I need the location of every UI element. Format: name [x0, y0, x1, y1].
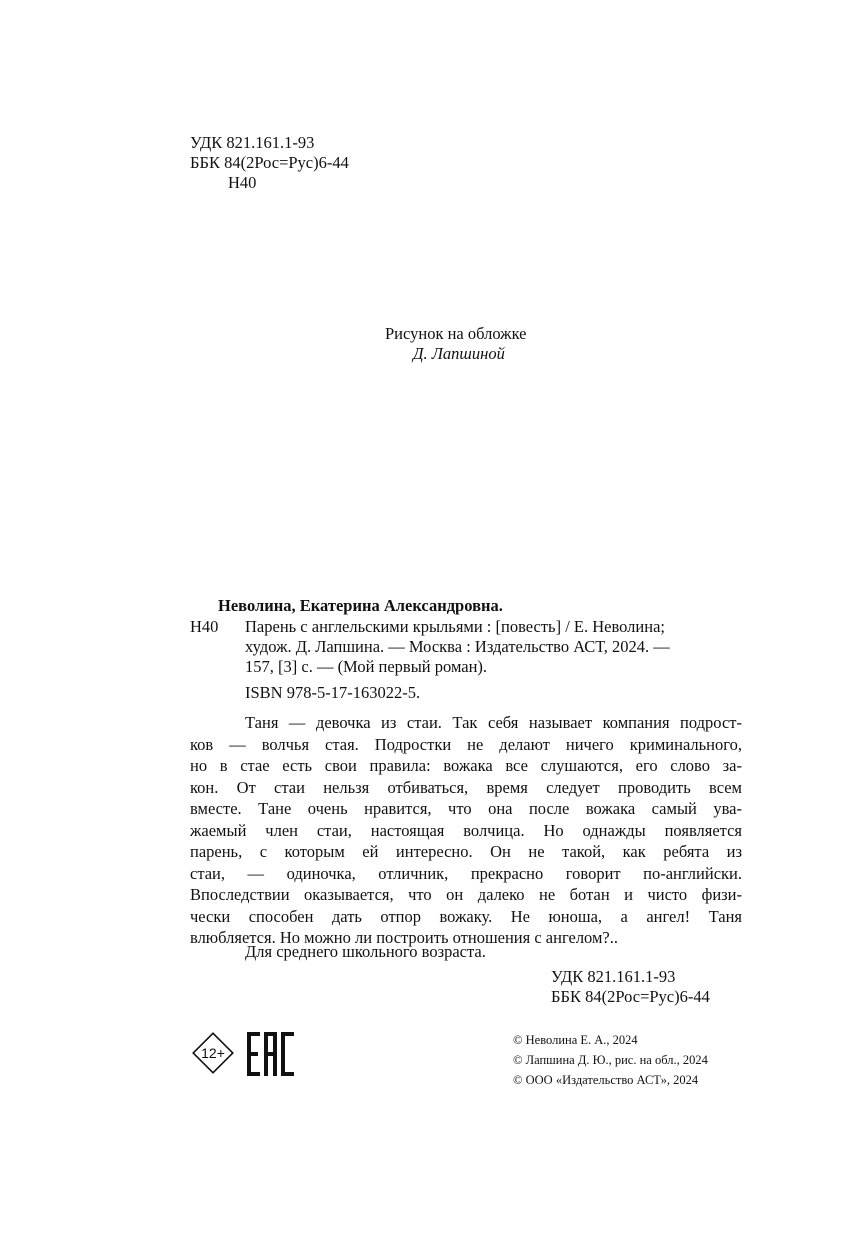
annotation-line: чески способен дать отпор вожаку. Не юноша, а ангел! Таня: [190, 906, 742, 926]
bibliographic-description: [245, 617, 670, 677]
bib-line: 157, [3] с. — (Мой первый роман).: [245, 657, 488, 676]
annotation-line: ков — волчья стая. Подростки не делают ничего криминального,: [190, 734, 742, 754]
annotation-line: но в стае есть свои правила: вожака все слушаются, его слово за-: [190, 756, 742, 775]
eac-certification-icon: [246, 1030, 296, 1078]
cover-artist: Д. Лапшиной: [413, 344, 505, 363]
udk-code: УДК 821.161.1-93: [551, 967, 676, 986]
annotation-line: Впоследствии оказывается, что он далеко не ботан и чисто физи-: [190, 885, 742, 904]
copyright-line: © Лапшина Д. Ю., рис. на обл., 2024: [513, 1053, 708, 1067]
annotation-line: влюбляется. Но можно ли построить отношения с ангелом?..: [190, 928, 619, 947]
bib-line: Парень с англельскими крыльями : [повесть] / Е. Неволина;: [245, 617, 665, 636]
author-sign: Н40: [228, 173, 257, 192]
age-note: Для среднего школьного возраста.: [245, 942, 486, 961]
annotation-line: жаемый член стаи, настоящая волчица. Но однажды появляется: [190, 820, 742, 840]
annotation-line: кон. От стаи нельзя отбиваться, время следует проводить всем: [190, 777, 742, 797]
udk-code: УДК 821.161.1-93: [190, 133, 315, 152]
annotation-line: Таня — девочка из стаи. Так себя называет компания подрост-: [245, 713, 742, 732]
bib-line: худож. Д. Лапшина. — Москва : Издательство АСТ, 2024. —: [245, 637, 670, 656]
isbn: ISBN 978-5-17-163022-5.: [245, 683, 421, 702]
header-catalog-codes: [190, 133, 349, 193]
footer-catalog-codes: [551, 967, 710, 1007]
cover-credit: [385, 324, 527, 364]
bbk-code: ББК 84(2Рос=Рус)6-44: [190, 153, 349, 172]
bbk-code: ББК 84(2Рос=Рус)6-44: [551, 987, 710, 1006]
annotation-line: парень, с которым ей интересно. Он не такой, как ребята из: [190, 842, 742, 861]
copyright-line: © Неволина Е. А., 2024: [513, 1033, 638, 1047]
copyright-line: © ООО «Издательство АСТ», 2024: [513, 1073, 699, 1087]
eac-mark-logo: [246, 1030, 296, 1078]
author-heading: Неволина, Екатерина Александровна.: [218, 596, 503, 615]
cover-credit-label: Рисунок на обложке: [385, 324, 527, 343]
age-rating-diamond-icon: [191, 1031, 235, 1075]
annotation-line: вместе. Тане очень нравится, что она после вожака самый ува-: [190, 799, 742, 818]
annotation: [190, 712, 742, 949]
age-rating-text: 12+: [201, 1045, 225, 1061]
age-rating-badge: [191, 1031, 235, 1075]
annotation-line: стаи, — одиночка, отличник, прекрасно говорит по-английски.: [190, 863, 742, 883]
copyright-notices: [513, 1030, 708, 1090]
catalog-sign: Н40: [190, 617, 219, 636]
